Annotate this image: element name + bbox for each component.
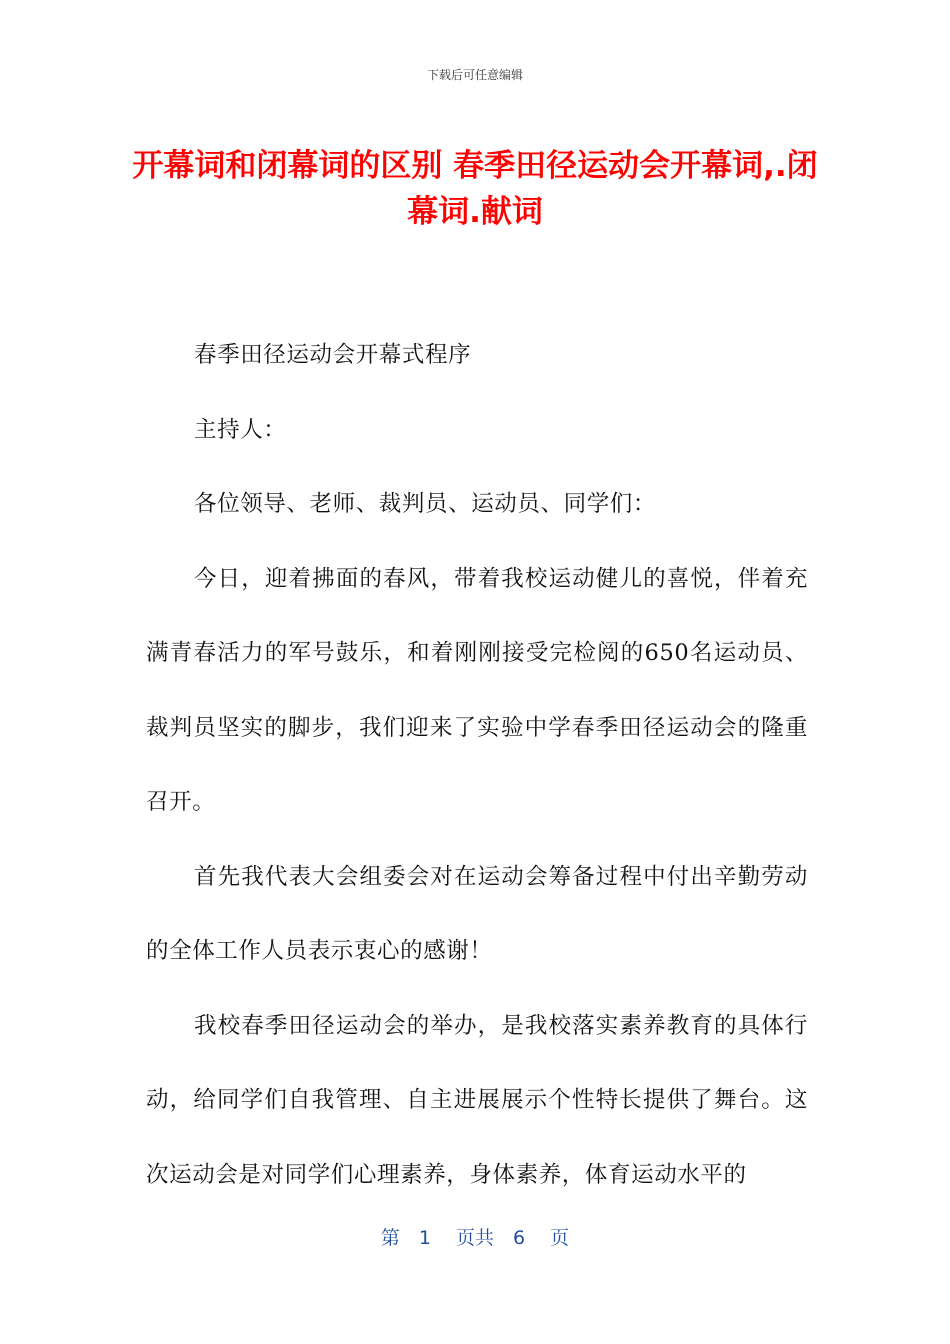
paragraph-host: 主持人： — [194, 416, 287, 443]
paragraph-purpose: 我校春季田径运动会的举办，是我校落实素养教育的具体行动，给同学们自我管理、自主进展展示个性特长提供了舞台。这次运动会是对同学们心理素养，身体素养，体育运动水平的 — [146, 1012, 808, 1188]
paragraph-thanks: 首先我代表大会组委会对在运动会筹备过程中付出辛勤劳动的全体工作人员表示衷心的感谢！ — [146, 863, 808, 964]
page-number-footer: 第 1 页共 6 页 — [380, 1227, 570, 1249]
document-title: 开幕词和闭幕词的区别 春季田径运动会开幕词,.闭幕词.献词 — [132, 148, 818, 230]
paragraph-program-title: 春季田径运动会开幕式程序 — [194, 342, 472, 368]
paragraph-greeting: 各位领导、老师、裁判员、运动员、同学们： — [194, 491, 657, 517]
paragraph-opening: 今日，迎着拂面的春风，带着我校运动健儿的喜悦，伴着充满青春活力的军号鼓乐，和着刚刚接受完检阅的650名运动员、裁判员坚实的脚步，我们迎来了实验中学春季田径运动会的隆重召开。 — [146, 565, 808, 815]
header-note: 下载后可任意编辑 — [426, 68, 523, 82]
document-body — [146, 318, 808, 1212]
